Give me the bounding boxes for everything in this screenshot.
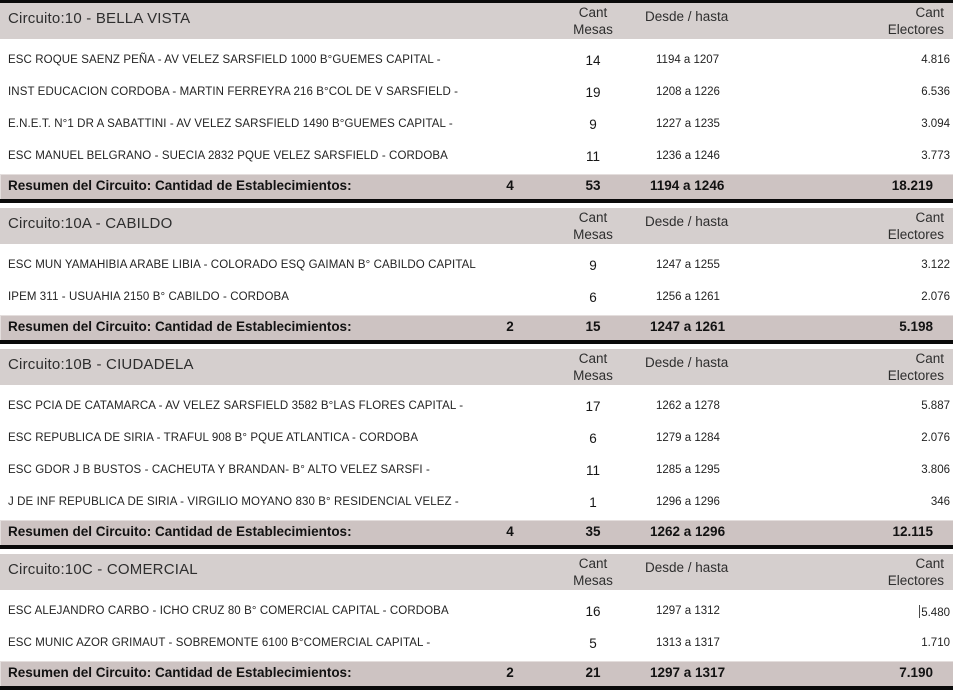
establishment-name: ESC MANUEL BELGRANO - SUECIA 2832 PQUE VELEZ SARSFIELD - CORDOBA — [8, 150, 448, 162]
row-cant-electores — [800, 464, 950, 476]
row-cant-electores — [800, 259, 950, 271]
row-rango: 1208 a 1226 — [656, 86, 720, 98]
col-header-desde-hasta: Desde / hasta — [645, 355, 729, 370]
row-electores-value: 6.536 — [921, 86, 950, 98]
row-cant-mesas: 6 — [589, 290, 597, 305]
col-header-cant-electores-line2: Electores — [887, 227, 944, 242]
establishment-row — [0, 488, 953, 520]
col-header-cant-mesas — [545, 555, 641, 589]
circuit-header-bar — [0, 349, 953, 385]
establishment-row — [0, 78, 953, 110]
establishment-row — [0, 456, 953, 488]
col-header-cant-mesas — [545, 4, 641, 38]
establishment-row — [0, 424, 953, 456]
row-rango: 1313 a 1317 — [656, 637, 720, 649]
summary-electores-count: 7.190 — [899, 665, 933, 680]
row-cant-electores — [800, 86, 950, 98]
col-header-cant-mesas — [545, 350, 641, 384]
col-header-cant-electores — [888, 209, 944, 243]
summary-electores-count: 18.219 — [891, 178, 933, 193]
establishment-rows — [0, 590, 953, 661]
establishment-row — [0, 597, 953, 629]
col-header-cant-mesas-line2: Mesas — [573, 227, 613, 242]
row-cant-electores — [800, 118, 950, 130]
establishment-name: ESC ALEJANDRO CARBO - ICHO CRUZ 80 B° COMERCIAL CAPITAL - CORDOBA — [8, 605, 449, 617]
row-rango: 1297 a 1312 — [656, 605, 720, 617]
row-electores-value: 1.710 — [921, 637, 950, 649]
row-electores-value: 3.806 — [921, 464, 950, 476]
row-electores-value: 3.773 — [921, 150, 950, 162]
col-header-desde-hasta: Desde / hasta — [645, 560, 729, 575]
circuit-section — [0, 3, 953, 203]
col-header-cant-mesas-line1: Cant — [578, 210, 608, 225]
col-header-cant-electores-line1: Cant — [915, 210, 944, 225]
establishment-row — [0, 110, 953, 142]
row-electores-value: 4.816 — [921, 54, 950, 66]
col-header-cant-mesas-line1: Cant — [578, 351, 608, 366]
establishment-row — [0, 251, 953, 283]
circuit-section — [0, 554, 953, 690]
col-header-cant-mesas-line2: Mesas — [573, 573, 613, 588]
col-header-desde-hasta: Desde / hasta — [645, 214, 729, 229]
row-cant-mesas: 9 — [589, 258, 597, 273]
summary-electores-count: 12.115 — [892, 524, 933, 539]
circuit-header-bar — [0, 208, 953, 244]
row-cant-electores — [800, 432, 950, 444]
summary-rango: 1194 a 1246 — [650, 178, 725, 193]
summary-label: Resumen del Circuito: Cantidad de Establecimientos: — [8, 665, 352, 680]
row-electores-value: 5.480 — [921, 607, 950, 619]
row-cant-electores — [800, 496, 950, 508]
establishment-row — [0, 142, 953, 174]
summary-establecimientos-count: 4 — [506, 178, 514, 193]
col-header-cant-electores — [888, 350, 944, 384]
establishment-name: INST EDUCACION CORDOBA - MARTIN FERREYRA 216 B°COL DE V SARSFIELD - — [8, 86, 459, 98]
establishment-row — [0, 283, 953, 315]
circuit-summary-row — [0, 520, 953, 549]
col-header-cant-mesas-line1: Cant — [578, 5, 608, 20]
col-header-cant-electores-line1: Cant — [915, 5, 944, 20]
circuit-header-bar — [0, 554, 953, 590]
col-header-cant-mesas-line2: Mesas — [573, 22, 613, 37]
row-cant-electores — [800, 637, 950, 649]
row-rango: 1279 a 1284 — [656, 432, 720, 444]
row-cant-mesas: 19 — [585, 85, 601, 100]
row-rango: 1296 a 1296 — [656, 496, 720, 508]
row-rango: 1247 a 1255 — [656, 259, 720, 271]
summary-establecimientos-count: 2 — [506, 319, 514, 334]
row-cant-electores — [800, 400, 950, 412]
circuit-title: Circuito:10A - CABILDO — [8, 215, 173, 232]
summary-establecimientos-count: 2 — [506, 665, 514, 680]
circuit-title: Circuito:10B - CIUDADELA — [8, 356, 194, 373]
establishment-name: ESC ROQUE SAENZ PEÑA - AV VELEZ SARSFIELD 1000 B°GUEMES CAPITAL - — [8, 54, 441, 66]
summary-rango: 1247 a 1261 — [650, 319, 726, 334]
row-cant-mesas: 9 — [589, 117, 597, 132]
row-cant-mesas: 16 — [585, 604, 601, 619]
summary-mesas-count: 21 — [585, 665, 601, 680]
establishment-name: E.N.E.T. N°1 DR A SABATTINI - AV VELEZ SARSFIELD 1490 B°GUEMES CAPITAL - — [8, 118, 453, 130]
summary-label: Resumen del Circuito: Cantidad de Establecimientos: — [8, 178, 352, 193]
summary-label: Resumen del Circuito: Cantidad de Establecimientos: — [8, 524, 352, 539]
row-rango: 1262 a 1278 — [656, 400, 720, 412]
circuit-title: Circuito:10 - BELLA VISTA — [8, 10, 191, 27]
summary-electores-count: 5.198 — [899, 319, 933, 334]
establishment-name: ESC REPUBLICA DE SIRIA - TRAFUL 908 B° PQUE ATLANTICA - CORDOBA — [8, 432, 419, 444]
col-header-desde-hasta: Desde / hasta — [645, 9, 729, 24]
circuit-section — [0, 349, 953, 549]
row-cant-mesas: 1 — [589, 495, 597, 510]
col-header-cant-electores — [888, 4, 944, 38]
row-cant-mesas: 6 — [589, 431, 597, 446]
row-cant-mesas: 17 — [585, 399, 601, 414]
circuit-section — [0, 208, 953, 344]
establishment-name: J DE INF REPUBLICA DE SIRIA - VIRGILIO MOYANO 830 B° RESIDENCIAL VELEZ - — [8, 496, 459, 508]
col-header-cant-mesas-line1: Cant — [578, 556, 608, 571]
establishment-row — [0, 392, 953, 424]
establishment-rows — [0, 39, 953, 174]
summary-rango: 1262 a 1296 — [650, 524, 726, 539]
establishment-name: ESC MUNIC AZOR GRIMAUT - SOBREMONTE 6100 B°COMERCIAL CAPITAL - — [8, 637, 431, 649]
row-electores-value: 3.094 — [921, 118, 950, 130]
row-cant-electores — [800, 54, 950, 66]
row-electores-value: 2.076 — [921, 432, 950, 444]
row-electores-value: 5.887 — [921, 400, 950, 412]
establishment-name: ESC MUN YAMAHIBIA ARABE LIBIA - COLORADO ESQ GAIMAN B° CABILDO CAPITAL — [8, 259, 476, 271]
col-header-cant-mesas — [545, 209, 641, 243]
row-cant-mesas: 11 — [585, 463, 600, 478]
row-electores-value: 346 — [930, 496, 950, 508]
summary-mesas-count: 53 — [585, 178, 601, 193]
row-rango: 1194 a 1207 — [656, 54, 720, 66]
row-rango: 1285 a 1295 — [656, 464, 720, 476]
summary-rango: 1297 a 1317 — [650, 665, 726, 680]
circuit-summary-row — [0, 661, 953, 690]
circuit-summary-row — [0, 174, 953, 203]
col-header-cant-electores — [888, 555, 944, 589]
row-cant-mesas: 5 — [589, 636, 597, 651]
establishment-row — [0, 46, 953, 78]
row-cant-electores — [800, 291, 950, 303]
col-header-cant-electores-line2: Electores — [887, 573, 944, 588]
circuit-header-bar — [0, 3, 953, 39]
establishment-rows — [0, 385, 953, 520]
row-cant-electores — [800, 605, 950, 619]
row-electores-value: 3.122 — [921, 259, 950, 271]
establishment-row — [0, 629, 953, 661]
establishment-name: ESC GDOR J B BUSTOS - CACHEUTA Y BRANDAN- B° ALTO VELEZ SARSFI - — [8, 464, 430, 476]
row-electores-value: 2.076 — [921, 291, 950, 303]
circuit-summary-row — [0, 315, 953, 344]
establishment-name: IPEM 311 - USUAHIA 2150 B° CABILDO - CORDOBA — [8, 291, 290, 303]
row-rango: 1236 a 1246 — [656, 150, 720, 162]
summary-mesas-count: 15 — [585, 319, 601, 334]
establishment-name: ESC PCIA DE CATAMARCA - AV VELEZ SARSFIELD 3582 B°LAS FLORES CAPITAL - — [8, 400, 464, 412]
col-header-cant-electores-line1: Cant — [915, 351, 944, 366]
row-cant-mesas: 14 — [585, 53, 601, 68]
row-rango: 1256 a 1261 — [656, 291, 720, 303]
summary-mesas-count: 35 — [585, 524, 601, 539]
establishment-rows — [0, 244, 953, 315]
col-header-cant-electores-line1: Cant — [915, 556, 944, 571]
summary-label: Resumen del Circuito: Cantidad de Establecimientos: — [8, 319, 352, 334]
circuit-title: Circuito:10C - COMERCIAL — [8, 561, 198, 578]
col-header-cant-electores-line2: Electores — [887, 22, 944, 37]
col-header-cant-electores-line2: Electores — [887, 368, 944, 383]
row-cant-mesas: 11 — [585, 149, 600, 164]
col-header-cant-mesas-line2: Mesas — [573, 368, 613, 383]
row-cant-electores — [800, 150, 950, 162]
summary-establecimientos-count: 4 — [506, 524, 514, 539]
row-rango: 1227 a 1235 — [656, 118, 720, 130]
